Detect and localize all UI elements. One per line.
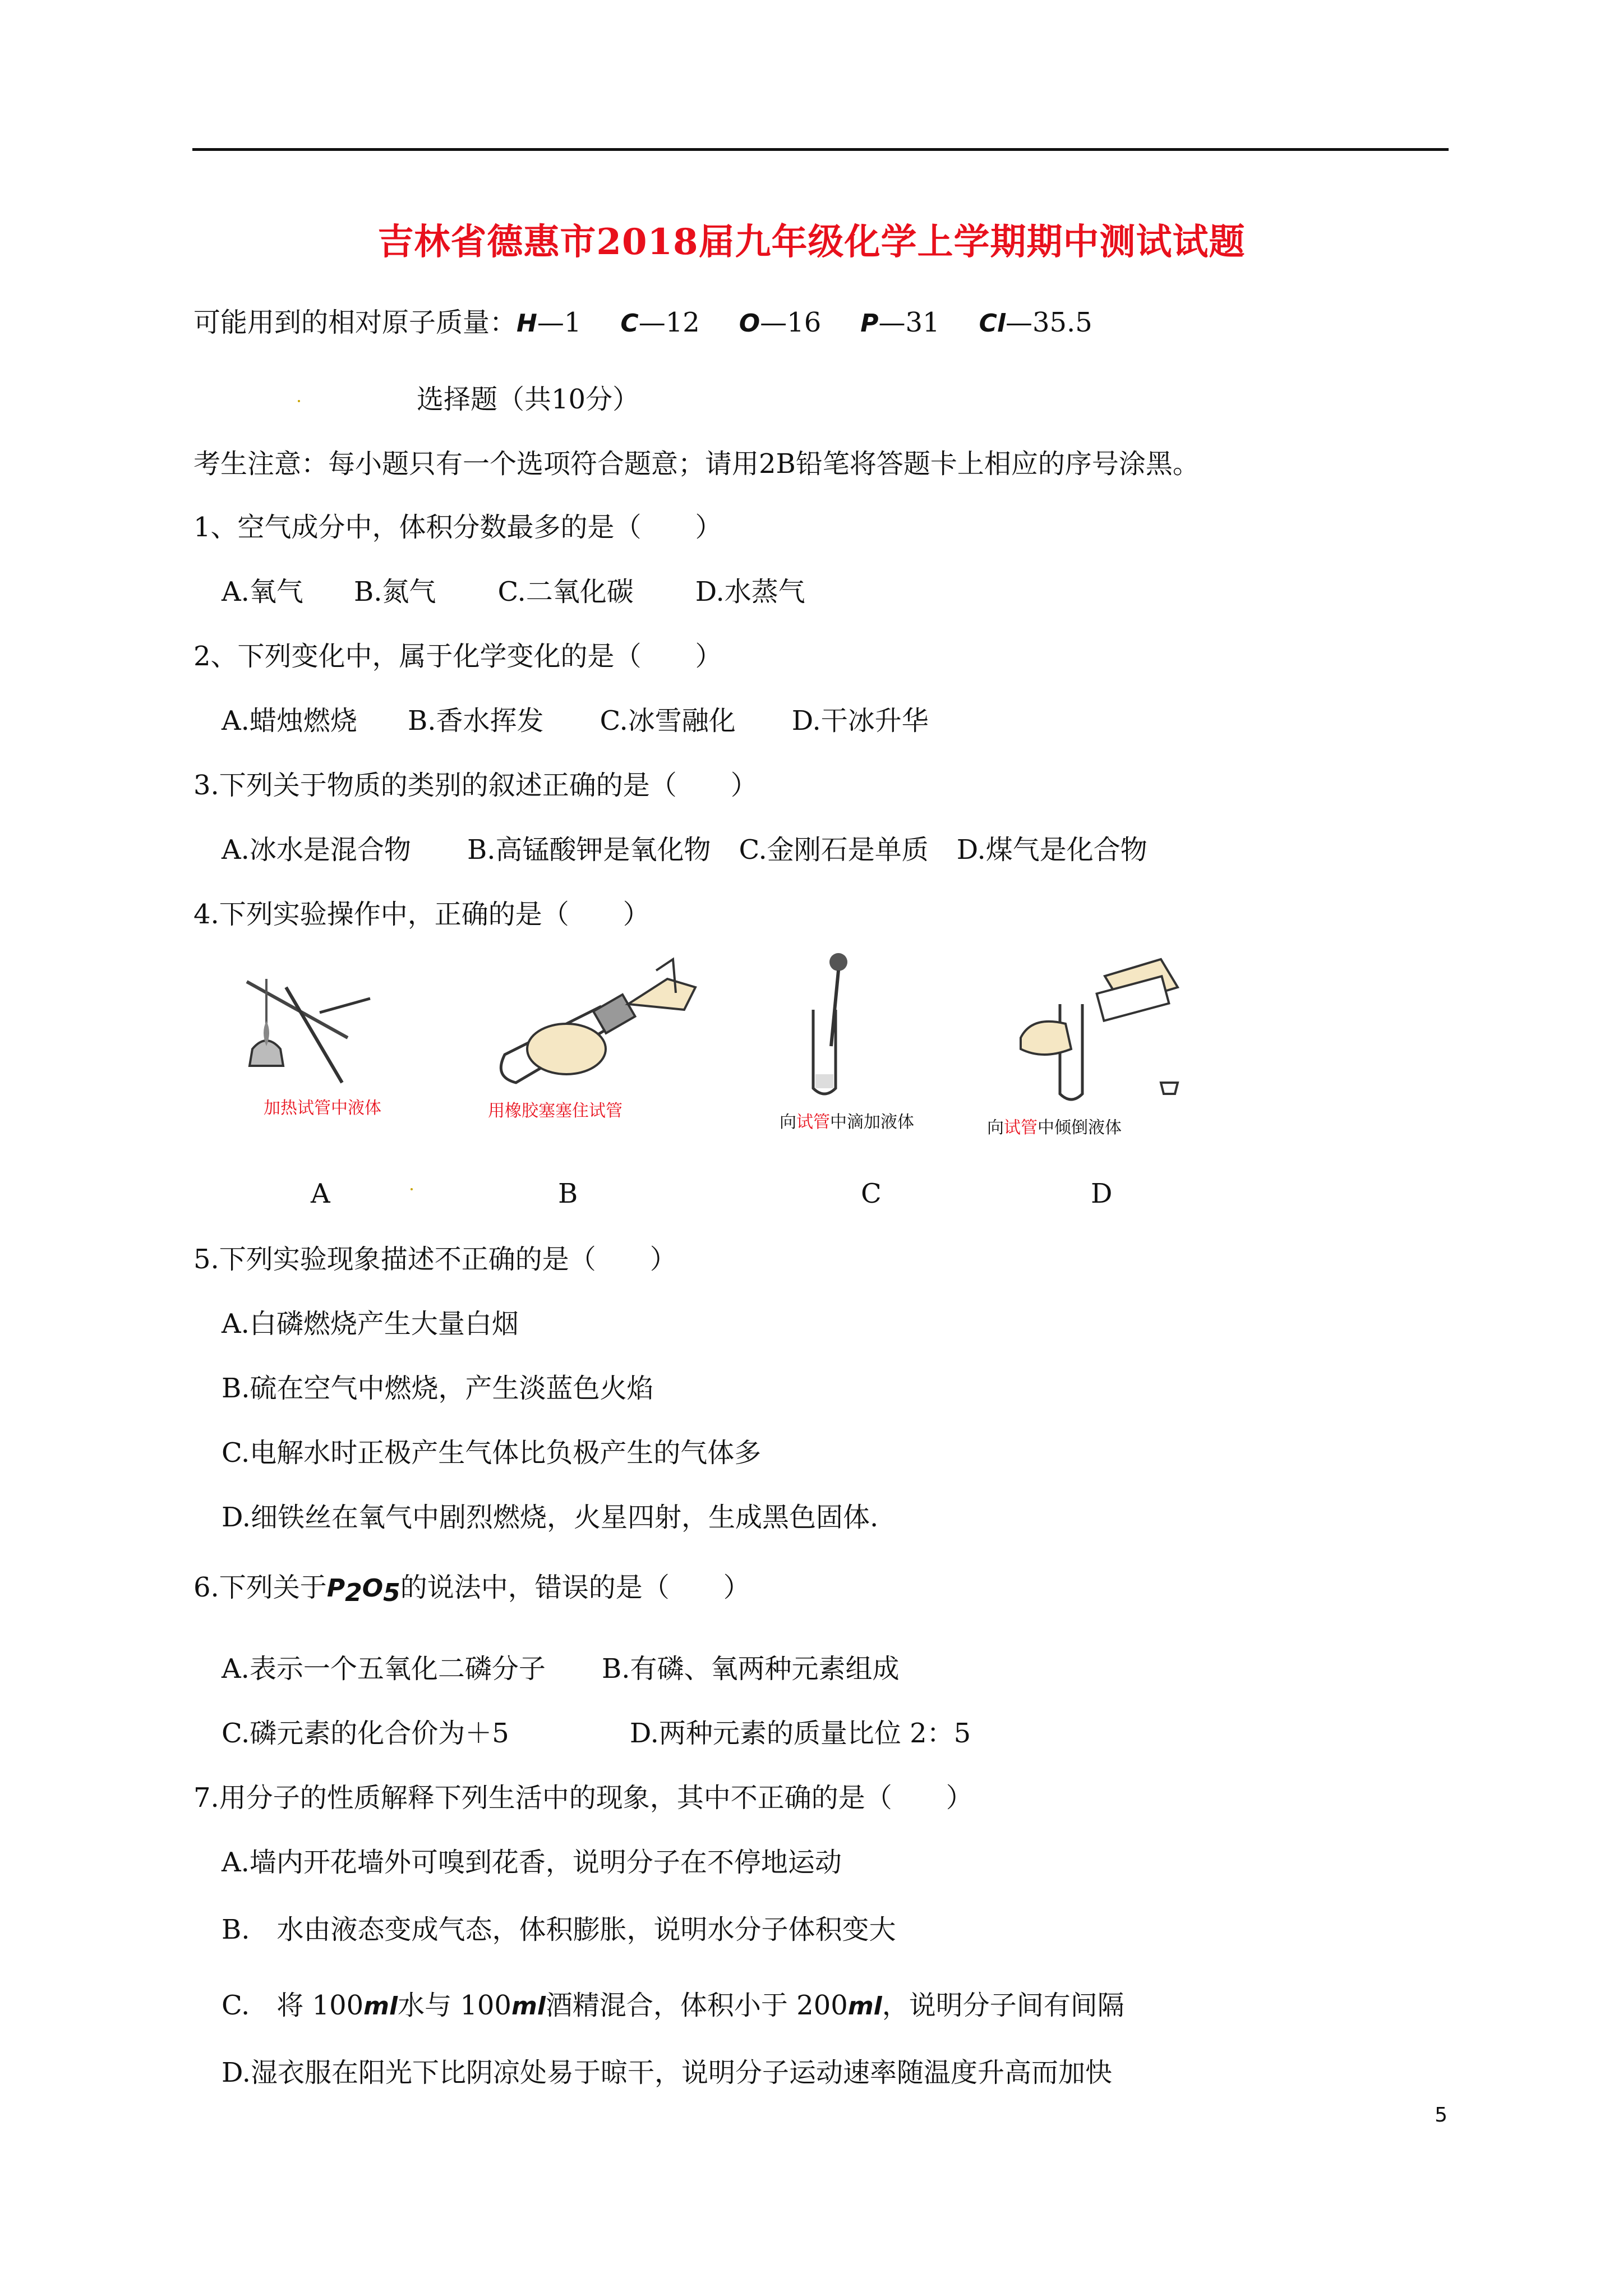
q6-option-c: C.磷元素的化合价为＋5 [222, 1718, 509, 1749]
element-p: P [860, 309, 879, 338]
section-heading: 选择题（共10分） [417, 384, 640, 415]
caption-a: 加热试管中液体 [264, 1098, 381, 1118]
q1-option-c: C.二氧化碳 [497, 576, 634, 608]
q2-option-b: B.香水挥发 [407, 705, 544, 737]
q7-option-c-mid1: 水与 100 [398, 1990, 511, 2021]
caption-c [780, 1108, 914, 1133]
formula-o-subscript: 5 [383, 1579, 400, 1607]
caption-d-text: 向试管中倾倒液体 [987, 1118, 1122, 1138]
q2-option-a: A.蜡烛燃烧 [222, 705, 357, 737]
q6-options-row2 [222, 1717, 971, 1750]
q7-option-c-pre: C. 将 100 [222, 1990, 364, 2021]
mass-h: —1 [537, 307, 582, 338]
unit-ml-1: ml [363, 1992, 398, 2021]
atomic-mass-line [193, 306, 1092, 341]
caption-b: 用橡胶塞塞住试管 [488, 1101, 623, 1121]
q3-options [222, 833, 1147, 867]
q5-stem: 5.下列实验现象描述不正确的是（ ） [193, 1244, 677, 1275]
unit-ml-3: ml [847, 1992, 882, 2021]
element-cl: Cl [979, 309, 1006, 338]
q2-option-d: D.干冰升华 [791, 705, 929, 737]
q1-stem: 1、空气成分中，体积分数最多的是（ ） [193, 512, 722, 543]
header-rule [192, 148, 1449, 151]
q7-option-b: B. 水由液态变成气态，体积膨胀，说明水分子体积变大 [222, 1914, 896, 1945]
mass-c: —12 [638, 307, 700, 338]
q5-option-b: B.硫在空气中燃烧，产生淡蓝色火焰 [222, 1373, 654, 1404]
stray-dot-2 [411, 1188, 413, 1190]
mass-cl: —35.5 [1005, 307, 1092, 338]
element-c: C [620, 309, 639, 338]
figure-stopper-tube [482, 954, 718, 1094]
unit-ml-2: ml [511, 1992, 546, 2021]
q6-option-a: A.表示一个五氧化二磷分子 [222, 1653, 546, 1685]
q6-option-b: B.有磷、氧两种元素组成 [601, 1653, 900, 1685]
q6-stem-post: 的说法中，错误的是（ ） [400, 1572, 750, 1603]
figure-letter-b: B [558, 1178, 578, 1209]
q5-option-a: A.白磷燃烧产生大量白烟 [222, 1308, 519, 1340]
q3-stem: 3.下列关于物质的类别的叙述正确的是（ ） [193, 770, 758, 801]
figure-heating-liquid [236, 965, 381, 1094]
q2-options [222, 704, 929, 738]
q7-option-c-post: ，说明分子间有间隔 [882, 1990, 1124, 2021]
q3-option-c: C.金刚石是单质 [739, 834, 929, 866]
mass-o: —16 [760, 307, 822, 338]
q6-stem-pre: 6.下列关于 [193, 1572, 327, 1603]
q6-stem [193, 1571, 750, 1610]
mass-p: —31 [878, 307, 940, 338]
q7-option-a: A.墙内开花墙外可嗅到花香，说明分子在不停地运动 [222, 1847, 842, 1878]
q5-option-d: D.细铁丝在氧气中剧烈燃烧，火星四射，生成黑色固体. [222, 1502, 879, 1533]
q7-option-d: D.湿衣服在阳光下比阴凉处易于晾干，说明分子运动速率随温度升高而加快 [222, 2057, 1113, 2088]
q3-option-d: D.煤气是化合物 [956, 834, 1147, 866]
atomic-mass-label: 可能用到的相对原子质量： [193, 307, 517, 338]
q1-option-a: A.氧气 [222, 576, 303, 608]
element-h: H [517, 309, 537, 338]
q7-stem: 7.用分子的性质解释下列生活中的现象，其中不正确的是（ ） [193, 1782, 973, 1814]
formula-o: O [362, 1574, 384, 1603]
figure-pouring-liquid [998, 954, 1195, 1105]
q1-option-d: D.水蒸气 [695, 576, 805, 608]
page-title: 吉林省德惠市2018届九年级化学上学期期中测试试题 [377, 221, 1246, 263]
caption-d [987, 1114, 1122, 1138]
q6-options-row1 [222, 1652, 899, 1686]
element-o: O [739, 309, 760, 338]
figure-letter-d: D [1091, 1178, 1113, 1209]
formula-p-subscript: 2 [345, 1579, 362, 1607]
figure-letter-c: C [861, 1178, 882, 1209]
page-number: 5 [1435, 2104, 1447, 2127]
q2-stem: 2、下列变化中，属于化学变化的是（ ） [193, 641, 722, 672]
q3-option-b: B.高锰酸钾是氧化物 [467, 834, 711, 866]
stray-dot [298, 400, 300, 402]
figure-dropping-liquid [785, 948, 875, 1099]
formula-p: P [326, 1574, 345, 1603]
q7-option-c [222, 1989, 1124, 2023]
q1-option-b: B.氮气 [353, 576, 436, 608]
q7-option-c-mid2: 酒精混合，体积小于 200 [545, 1990, 848, 2021]
q4-stem: 4.下列实验操作中，正确的是（ ） [193, 899, 650, 930]
q6-option-d: D.两种元素的质量比位 2：5 [629, 1718, 971, 1749]
q2-option-c: C.冰雪融化 [600, 705, 736, 737]
q1-options [222, 575, 805, 609]
q5-option-c: C.电解水时正极产生气体比负极产生的气体多 [222, 1437, 762, 1469]
notice: 考生注意：每小题只有一个选项符合题意；请用2B铅笔将答题卡上相应的序号涂黑。 [193, 448, 1200, 480]
q3-option-a: A.冰水是混合物 [222, 834, 411, 866]
caption-c-text: 向试管中滴加液体 [780, 1112, 914, 1132]
figure-letter-a: A [311, 1178, 330, 1209]
